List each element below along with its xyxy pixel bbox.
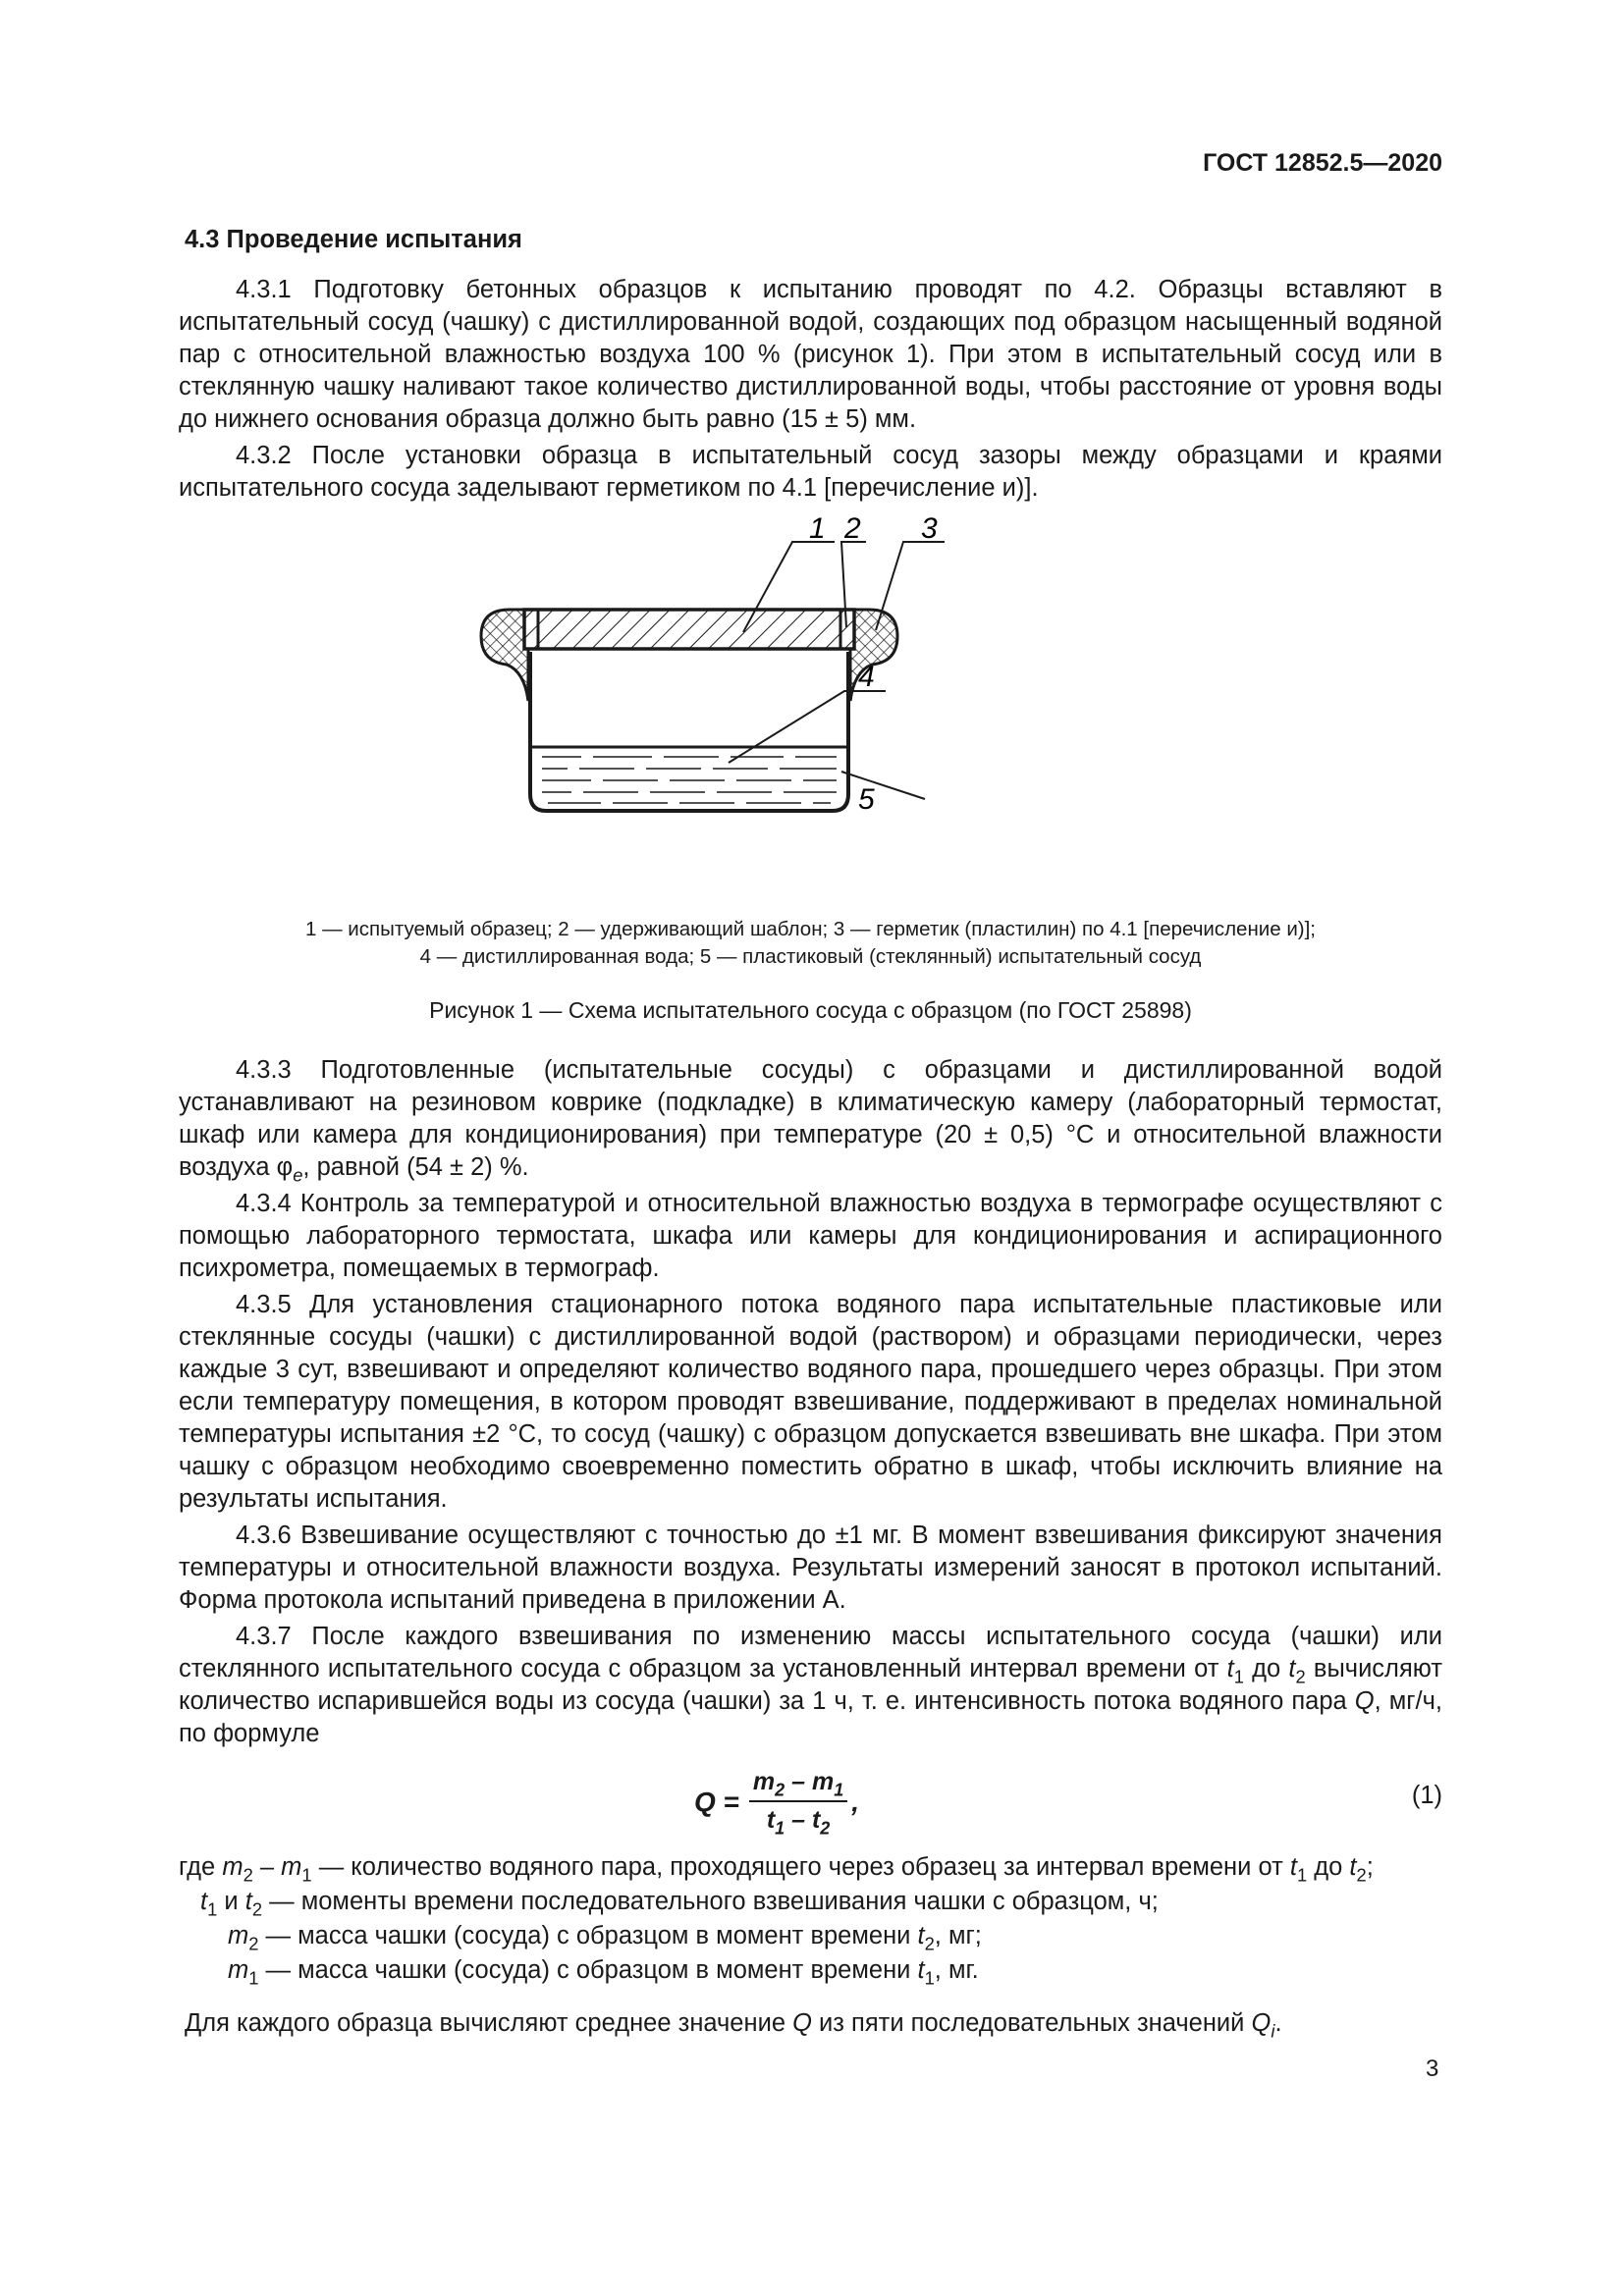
- where-row-4: [179, 1953, 1442, 1988]
- r1-prefix: где: [179, 1853, 223, 1881]
- paragraph-4-3-1: 4.3.1 Подготовку бетонных образцов к испытанию проводят по 4.2. Образцы вставляют в испытательный сосуд (чашку) с дистиллированной водой, создающих под образцом насыщенный водяной пар с относительной влажностью воздуха 100 % (рисунок 1). При этом в испытательный сосуд или в стеклянную чашку наливают такое количество дистиллированной воды, чтобы расстояние от уровня воды до нижнего основания образца должно быть равно (15 ± 5) мм.: [179, 276, 1442, 433]
- den-t2-sub: 2: [820, 1818, 831, 1839]
- section-title: 4.3 Проведение испытания: [185, 226, 522, 253]
- r4-end: , мг.: [934, 1956, 979, 1984]
- vessel-diagram: [434, 512, 938, 897]
- r3-t-sub: 2: [924, 1933, 935, 1954]
- formula-tail: ,: [851, 1786, 859, 1817]
- specimen: [524, 610, 854, 649]
- r1-t2-sub: 2: [1356, 1864, 1367, 1886]
- where-row-2: [179, 1885, 1442, 1919]
- paragraph-4-3-5: 4.3.5 Для установления стационарного потока водяного пара испытательные пластиковые или стеклянные сосуды (чашки) с дистиллированной водой (раствором) и образцами периодически, через каждые 3 сут, взвешивают и определяют количество водяного пара, прошедшего через образцы. При этом если температуру помещения, в котором проводят взвешивание, поддерживают в пределах номинальной температуры испытания ±2 °С, то сосуд (чашку) с образцом допускается взвешивать вне шкафа. При этом чашку с образцом необходимо своевременно поместить обратно в шкаф, чтобы исключить влияние на результаты испытания.: [179, 1291, 1442, 1513]
- figure-caption: Рисунок 1 — Схема испытательного сосуда с образцом (по ГОСТ 25898): [429, 997, 1192, 1023]
- formula-expression: [694, 1766, 859, 1837]
- num-m2-sub: 2: [775, 1780, 785, 1800]
- num-m1-sub: 1: [834, 1780, 844, 1800]
- paragraph-4-3-6: 4.3.6 Взвешивание осуществляют с точностью до ±1 мг. В момент взвешивания фиксируют значения температуры и относительной влажности воздуха. Результаты измерений заносят в протокол испытаний. Форма протокола испытаний приведена в приложении А.: [179, 1522, 1442, 1614]
- page-number: 3: [1426, 2056, 1439, 2082]
- r3-end: , мг;: [934, 1922, 982, 1949]
- p437-t1-sub: 1: [1233, 1666, 1244, 1687]
- r3-m2: m: [228, 1922, 249, 1949]
- p437-q: Q: [1354, 1687, 1375, 1715]
- final-text-a: Для каждого образца вычисляют среднее значение: [185, 2009, 793, 2037]
- r1-m2-sub: 2: [243, 1864, 253, 1886]
- paragraph-4-3-2: 4.3.2 После установки образца в испытательный сосуд зазоры между образцами и краями испытательного сосуда заделывают герметиком по 4.1 [перечисление и)].: [179, 442, 1442, 502]
- callout-2: 2: [844, 512, 861, 545]
- final-qi: Q: [1251, 2009, 1272, 2037]
- vessel-outline: [530, 652, 848, 811]
- callout-5: 5: [858, 783, 875, 816]
- r4-text: — масса чашки (сосуда) с образцом в момент времени: [258, 1956, 918, 1984]
- r1-t2: t: [1349, 1853, 1357, 1881]
- paragraph-4-3-7: [179, 1621, 1442, 1750]
- paragraph-4-3-3: [179, 1054, 1442, 1184]
- p433-subscript: e: [293, 1164, 303, 1186]
- r1-m1: m: [281, 1853, 302, 1881]
- standard-code: ГОСТ 12852.5—2020: [1203, 149, 1442, 177]
- sealant-left: [481, 610, 528, 701]
- p437-mid: до: [1243, 1655, 1289, 1682]
- p433-text-a: 4.3.3 Подготовленные (испытательные сосуды) с образцами и дистиллированной водой устанавливают на резиновом коврике (подкладке) в климатическую камеру (лабораторный термостат, шкаф или камера для кондиционирования) при температуре (20 ± 0,5) °С и относительной влажности воздуха φ: [179, 1056, 1442, 1181]
- den-t2: t: [811, 1806, 821, 1834]
- r4-t: t: [917, 1956, 925, 1984]
- final-q: Q: [792, 2009, 812, 2037]
- p437-t2: t: [1288, 1655, 1296, 1682]
- p437-t2-sub: 2: [1295, 1666, 1306, 1687]
- r1-t1: t: [1289, 1853, 1297, 1881]
- r2-t1: t: [200, 1888, 208, 1915]
- num-m2: m: [752, 1768, 776, 1795]
- r4-m1: m: [228, 1956, 249, 1984]
- r3-text: — масса чашки (сосуда) с образцом в момент времени: [258, 1922, 918, 1949]
- r3-t: t: [917, 1922, 925, 1949]
- r2-t2-sub: 2: [251, 1898, 263, 1920]
- r4-m1-sub: 1: [248, 1967, 259, 1989]
- den-minus: –: [785, 1806, 812, 1834]
- formula-denominator: [763, 1802, 834, 1837]
- leader-lines: [729, 542, 945, 799]
- final-qi-sub: i: [1271, 2020, 1275, 2042]
- figure-legend-line-2: 4 — дистиллированная вода; 5 — пластиковый (стеклянный) испытательный сосуд: [419, 945, 1202, 968]
- figure-1: [179, 514, 1442, 912]
- p437-text-a: 4.3.7 После каждого взвешивания по изменению массы испытательного сосуда (чашки) или стеклянного испытательного сосуда с образцом за установленный интервал времени от: [179, 1623, 1442, 1682]
- p433-text-b: , равной (54 ± 2) %.: [302, 1153, 529, 1181]
- r1-t1-sub: 1: [1296, 1864, 1308, 1886]
- where-row-1: [179, 1850, 1442, 1885]
- p437-text-b: вычисляют количество испарившейся воды из сосуда (чашки) за 1 ч, т. е. интенсивность потока водяного пара: [179, 1655, 1442, 1715]
- r2-and: и: [217, 1888, 245, 1915]
- callout-3: 3: [921, 512, 938, 545]
- water-lines: [542, 757, 837, 803]
- p437-t1: t: [1226, 1655, 1234, 1682]
- formula-explanation: [179, 1850, 1442, 1988]
- paragraph-4-3-4: 4.3.4 Контроль за температурой и относительной влажностью воздуха в термографе осуществляют с помощью лабораторного термостата, шкафа или камеры для кондиционирования и аспирационного психрометра, помещаемых в термограф.: [179, 1190, 1442, 1282]
- den-t1: t: [766, 1806, 776, 1834]
- formula-numerator: [749, 1766, 847, 1802]
- formula-1: [179, 1756, 1442, 1844]
- r1-text: — количество водяного пара, проходящего через образец за интервал времени от: [311, 1853, 1290, 1881]
- callout-4: 4: [858, 661, 875, 693]
- r4-t-sub: 1: [924, 1967, 935, 1989]
- num-m1: m: [811, 1768, 835, 1795]
- r1-m1-sub: 1: [301, 1864, 312, 1886]
- formula-fraction: [749, 1766, 847, 1837]
- den-t1-sub: 1: [775, 1818, 785, 1839]
- figure-legend-line-1: 1 — испытуемый образец; 2 — удерживающий шаблон; 3 — герметик (пластилин) по 4.1 [перечисление и)];: [305, 918, 1316, 940]
- num-minus: –: [785, 1768, 812, 1795]
- page-content: [179, 224, 1442, 2044]
- where-row-3: [179, 1919, 1442, 1953]
- final-end: .: [1274, 2009, 1282, 2037]
- r2-t1-sub: 1: [207, 1898, 218, 1920]
- r1-minus: –: [252, 1853, 282, 1881]
- final-paragraph: [179, 2007, 1442, 2040]
- r2-text: — моменты времени последовательного взвешивания чашки с образцом, ч;: [262, 1888, 1159, 1915]
- equation-number: (1): [1411, 1782, 1442, 1809]
- r3-m2-sub: 2: [248, 1933, 259, 1954]
- r1-end: ;: [1366, 1853, 1374, 1881]
- final-text-b: из пяти последовательных значений: [811, 2009, 1252, 2037]
- p437-text-c: , мг/ч, по формуле: [179, 1687, 1442, 1747]
- r2-t2: t: [244, 1888, 252, 1915]
- callout-1: 1: [809, 512, 826, 545]
- r1-to: до: [1307, 1853, 1350, 1881]
- figure-legend: [179, 916, 1442, 971]
- formula-lhs: Q =: [694, 1786, 739, 1817]
- r1-m2: m: [222, 1853, 244, 1881]
